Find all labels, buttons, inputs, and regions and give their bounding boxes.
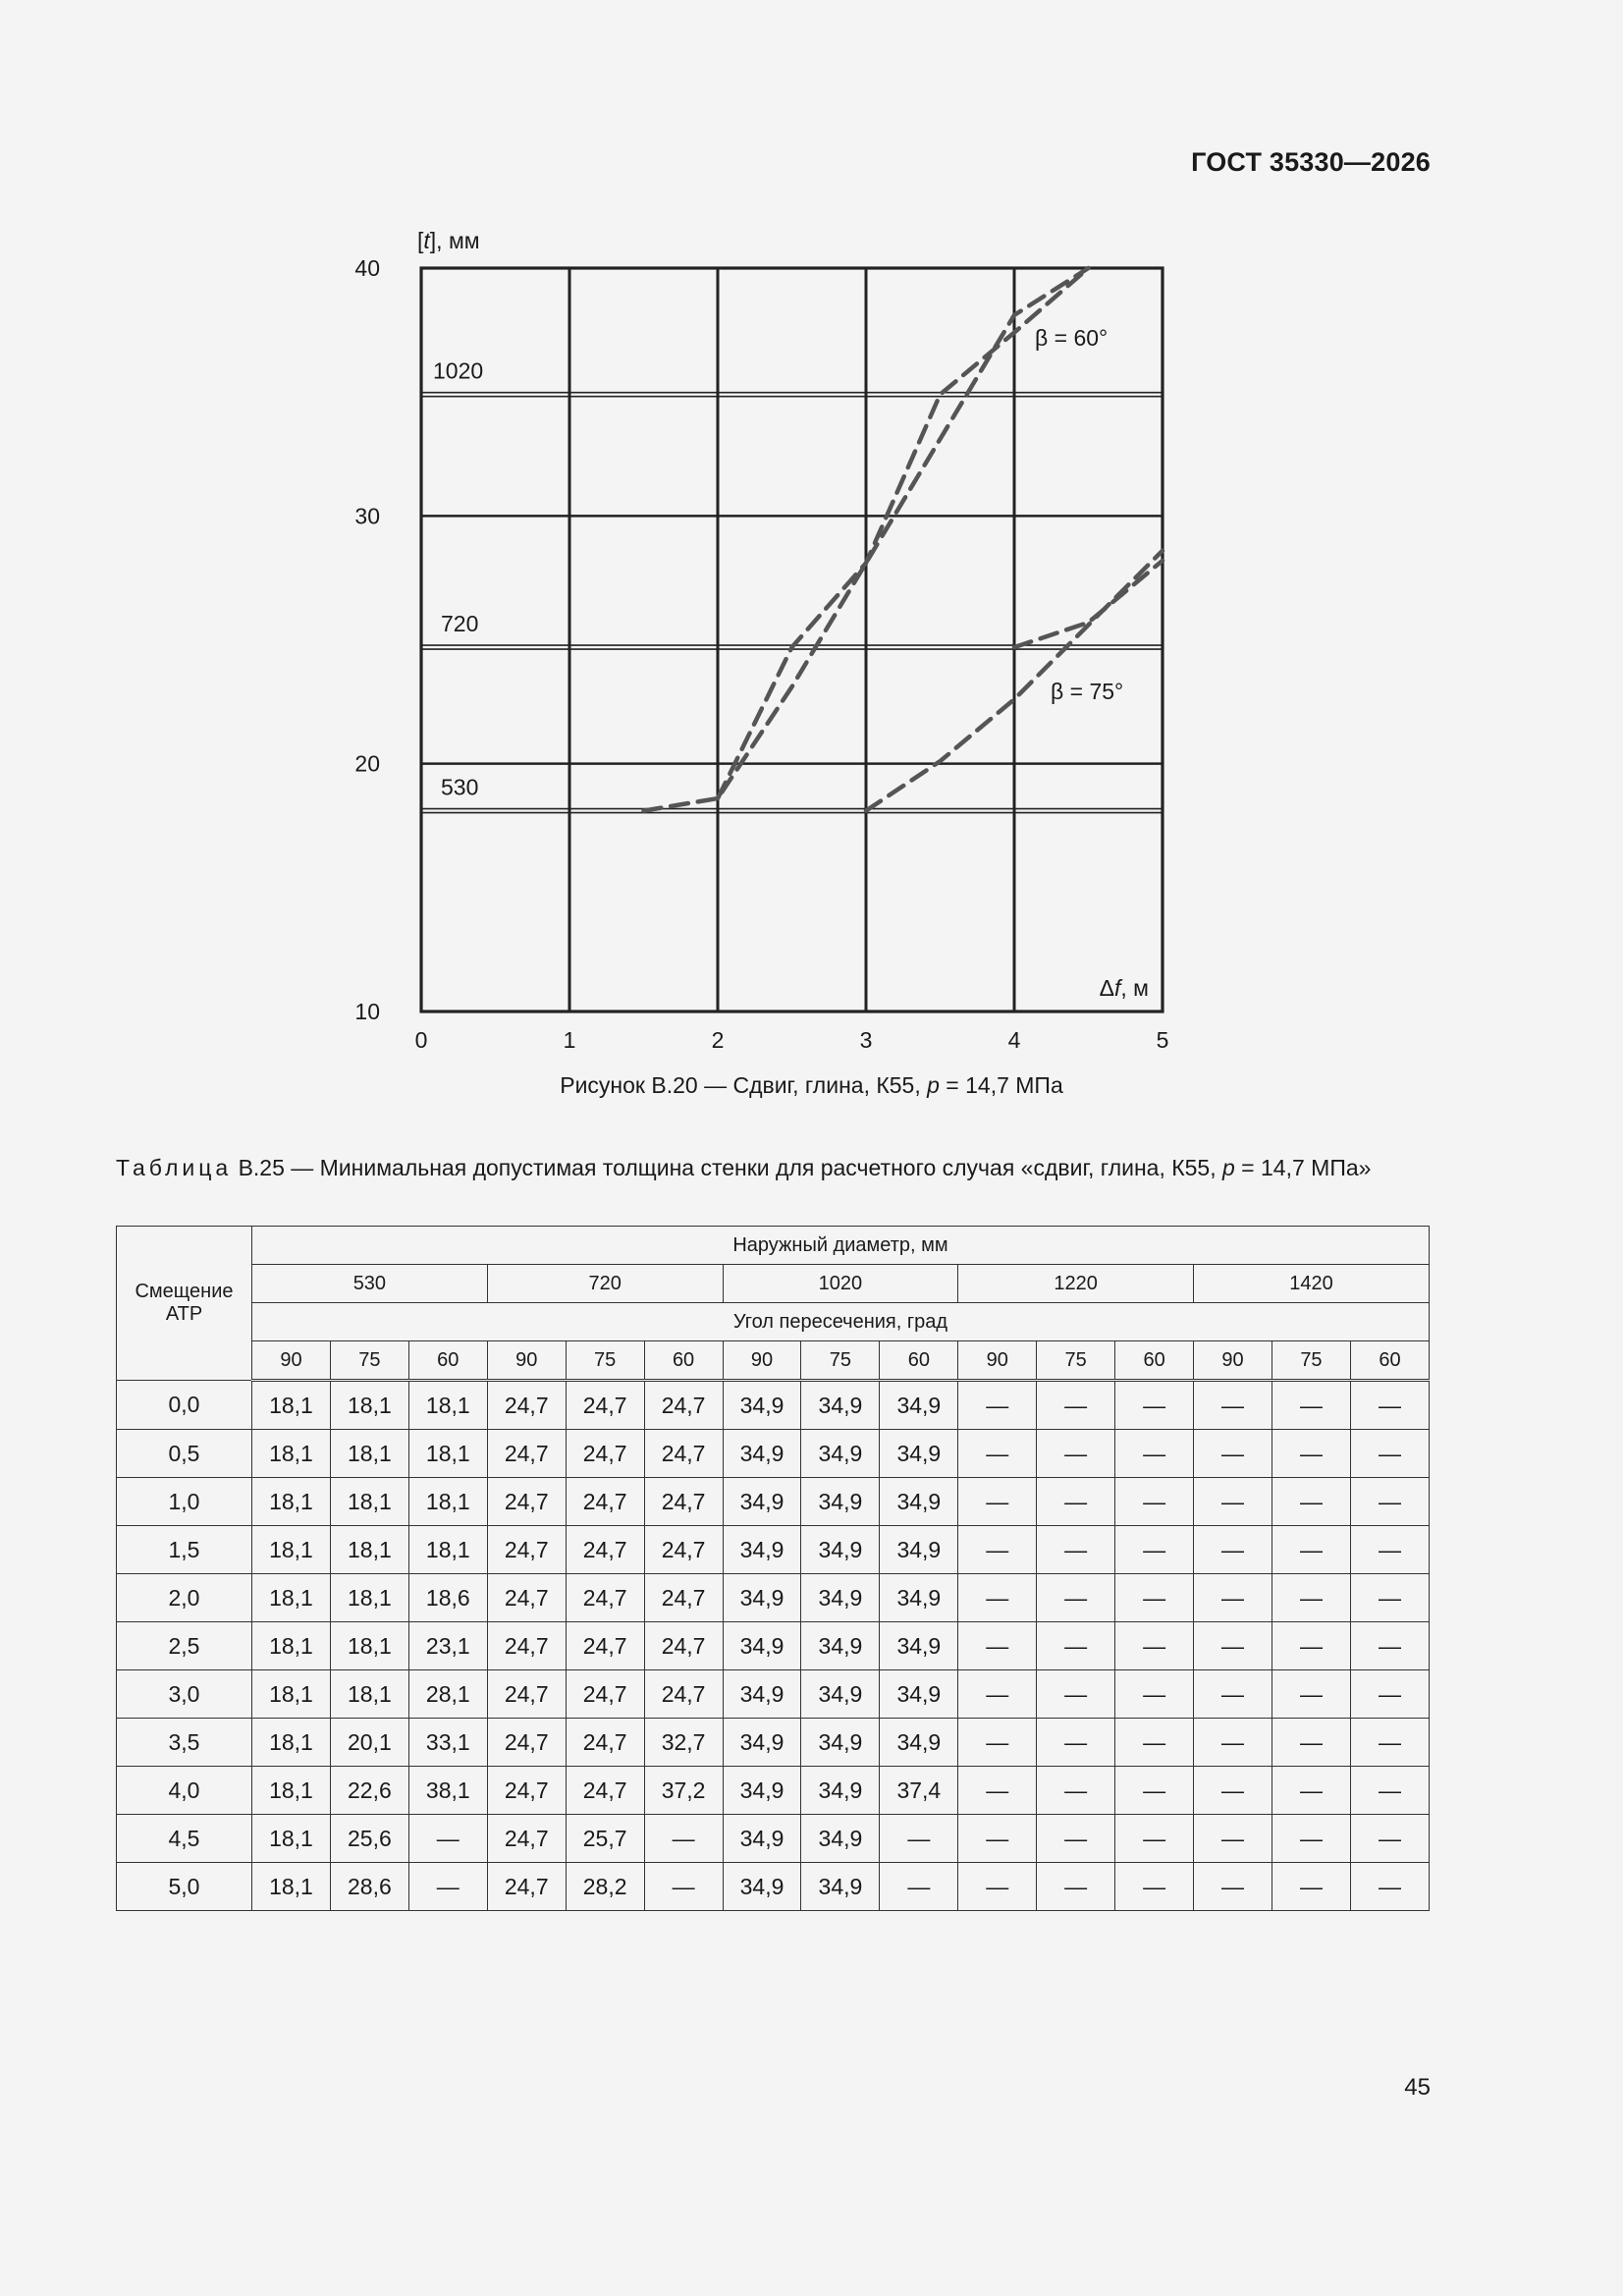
offset-cell: 4,0 [117, 1767, 252, 1815]
value-cell: 18,1 [408, 1381, 487, 1430]
diameter-level-label: 1020 [433, 357, 484, 384]
value-cell: — [1271, 1815, 1350, 1863]
value-cell: — [1037, 1670, 1115, 1719]
value-cell: 34,9 [880, 1574, 958, 1622]
diameter-level-label: 720 [441, 611, 479, 637]
angle-header: 90 [487, 1341, 566, 1381]
offset-cell: 1,5 [117, 1526, 252, 1574]
value-cell: 24,7 [566, 1574, 644, 1622]
value-cell: — [1271, 1719, 1350, 1767]
value-cell: 37,4 [880, 1767, 958, 1815]
value-cell: — [958, 1767, 1037, 1815]
value-cell: 34,9 [880, 1381, 958, 1430]
value-cell: 18,1 [252, 1574, 331, 1622]
value-cell: — [1037, 1863, 1115, 1911]
value-cell: 34,9 [880, 1526, 958, 1574]
value-cell: 18,1 [252, 1719, 331, 1767]
offset-cell: 0,5 [117, 1430, 252, 1478]
diameter-header: 720 [487, 1265, 723, 1303]
diameter-header: 1420 [1194, 1265, 1430, 1303]
value-cell: 20,1 [330, 1719, 408, 1767]
value-cell: — [1350, 1767, 1429, 1815]
table-row [117, 1719, 1430, 1767]
diameter-header: 530 [252, 1265, 488, 1303]
value-cell: — [1115, 1767, 1194, 1815]
value-cell: 18,1 [330, 1381, 408, 1430]
value-cell: 34,9 [723, 1767, 801, 1815]
value-cell: — [1194, 1815, 1272, 1863]
value-cell: 18,1 [330, 1478, 408, 1526]
value-cell: — [1350, 1574, 1429, 1622]
value-cell: 34,9 [723, 1622, 801, 1670]
value-cell: 24,7 [487, 1670, 566, 1719]
value-cell: — [958, 1863, 1037, 1911]
value-cell: — [1115, 1863, 1194, 1911]
angle-header: 60 [644, 1341, 723, 1381]
value-cell: — [1194, 1719, 1272, 1767]
value-cell: 18,1 [252, 1670, 331, 1719]
value-cell: 28,6 [330, 1863, 408, 1911]
value-cell: 34,9 [723, 1719, 801, 1767]
value-cell: — [880, 1863, 958, 1911]
figure-caption [0, 1072, 1623, 1099]
value-cell: 34,9 [801, 1381, 880, 1430]
value-cell: — [1037, 1381, 1115, 1430]
series-line [718, 268, 1089, 798]
value-cell: 33,1 [408, 1719, 487, 1767]
table-row [117, 1622, 1430, 1670]
value-cell: 32,7 [644, 1719, 723, 1767]
value-cell: 24,7 [487, 1719, 566, 1767]
value-cell: 34,9 [801, 1863, 880, 1911]
value-cell: 18,1 [330, 1526, 408, 1574]
value-cell: 18,1 [252, 1381, 331, 1430]
value-cell: 38,1 [408, 1767, 487, 1815]
table-row [117, 1815, 1430, 1863]
angle-group-header: Угол пересечения, град [252, 1303, 1430, 1341]
value-cell: 18,1 [330, 1622, 408, 1670]
x-axis-label-unit: , м [1120, 975, 1149, 1001]
value-cell: — [1271, 1574, 1350, 1622]
value-cell: 24,7 [487, 1622, 566, 1670]
value-cell: 28,1 [408, 1670, 487, 1719]
figure-caption-prefix: Рисунок В.20 — Сдвиг, глина, К55, [560, 1072, 928, 1098]
value-cell: 18,1 [330, 1574, 408, 1622]
angle-header: 60 [1350, 1341, 1429, 1381]
x-axis-label-var: f [1114, 975, 1121, 1001]
angle-header: 75 [1271, 1341, 1350, 1381]
table-title-var: p [1222, 1155, 1235, 1180]
value-cell: 34,9 [723, 1815, 801, 1863]
value-cell: — [644, 1815, 723, 1863]
value-cell: 18,1 [330, 1430, 408, 1478]
value-cell: 34,9 [801, 1815, 880, 1863]
row-header: Смещение АТР [117, 1227, 252, 1381]
y-axis-label-var: t [423, 228, 430, 253]
value-cell: — [1194, 1863, 1272, 1911]
x-tick-label: 5 [1156, 1027, 1169, 1053]
value-cell: 18,1 [252, 1526, 331, 1574]
value-cell: — [1115, 1478, 1194, 1526]
x-tick-label: 0 [414, 1027, 428, 1053]
value-cell: 34,9 [880, 1478, 958, 1526]
value-cell: 34,9 [723, 1574, 801, 1622]
x-tick-label: 1 [563, 1027, 576, 1053]
value-cell: — [1037, 1430, 1115, 1478]
value-cell: — [1037, 1478, 1115, 1526]
value-cell: — [1194, 1478, 1272, 1526]
value-cell: 24,7 [644, 1670, 723, 1719]
value-cell: 18,1 [252, 1622, 331, 1670]
value-cell: — [1037, 1815, 1115, 1863]
diameter-group-header: Наружный диаметр, мм [252, 1227, 1430, 1265]
beta-60-annotation: β = 60° [1035, 325, 1109, 351]
x-axis-label-delta: Δ [1099, 975, 1115, 1001]
value-cell: 37,2 [644, 1767, 723, 1815]
value-cell: — [1194, 1670, 1272, 1719]
table-row [117, 1526, 1430, 1574]
value-cell: — [880, 1815, 958, 1863]
value-cell: 24,7 [487, 1526, 566, 1574]
value-cell: 34,9 [723, 1863, 801, 1911]
value-cell: — [958, 1574, 1037, 1622]
value-cell: — [1194, 1430, 1272, 1478]
value-cell: — [1194, 1526, 1272, 1574]
value-cell: 24,7 [566, 1526, 644, 1574]
table-row [117, 1430, 1430, 1478]
value-cell: 24,7 [566, 1430, 644, 1478]
value-cell: 34,9 [723, 1670, 801, 1719]
angle-header: 60 [408, 1341, 487, 1381]
value-cell: 24,7 [487, 1574, 566, 1622]
value-cell: — [1037, 1719, 1115, 1767]
value-cell: 18,1 [252, 1767, 331, 1815]
value-cell: — [1350, 1815, 1429, 1863]
offset-cell: 3,0 [117, 1670, 252, 1719]
table-title [116, 1154, 1430, 1181]
value-cell: 18,1 [408, 1478, 487, 1526]
value-cell: 28,2 [566, 1863, 644, 1911]
y-axis-label [417, 228, 480, 253]
value-cell: — [1194, 1381, 1272, 1430]
value-cell: 34,9 [723, 1381, 801, 1430]
value-cell: — [1271, 1381, 1350, 1430]
document-code: ГОСТ 35330—2026 [1191, 147, 1431, 177]
value-cell: 34,9 [880, 1430, 958, 1478]
angle-header: 75 [801, 1341, 880, 1381]
y-tick-label: 40 [354, 255, 380, 281]
value-cell: — [1350, 1430, 1429, 1478]
offset-cell: 2,5 [117, 1622, 252, 1670]
x-axis-label [1100, 975, 1149, 1001]
value-cell: — [1350, 1670, 1429, 1719]
value-cell: — [1271, 1430, 1350, 1478]
value-cell: — [1037, 1767, 1115, 1815]
table-row [117, 1478, 1430, 1526]
value-cell: 34,9 [801, 1574, 880, 1622]
value-cell: 24,7 [566, 1719, 644, 1767]
value-cell: 34,9 [801, 1430, 880, 1478]
value-cell: 34,9 [801, 1767, 880, 1815]
value-cell: 24,7 [487, 1815, 566, 1863]
value-cell: — [1037, 1622, 1115, 1670]
value-cell: 22,6 [330, 1767, 408, 1815]
value-cell: 24,7 [644, 1478, 723, 1526]
value-cell: 18,1 [252, 1478, 331, 1526]
value-cell: — [1271, 1526, 1350, 1574]
value-cell: 34,9 [723, 1478, 801, 1526]
value-cell: 24,7 [487, 1478, 566, 1526]
diameter-level-label: 530 [441, 774, 479, 800]
value-cell: 24,7 [487, 1863, 566, 1911]
value-cell: 18,1 [252, 1815, 331, 1863]
value-cell: — [1350, 1478, 1429, 1526]
value-cell: 24,7 [644, 1622, 723, 1670]
value-cell: — [1194, 1767, 1272, 1815]
offset-cell: 2,0 [117, 1574, 252, 1622]
value-cell: 25,7 [566, 1815, 644, 1863]
value-cell: — [958, 1815, 1037, 1863]
value-cell: 24,7 [644, 1574, 723, 1622]
value-cell: — [1037, 1526, 1115, 1574]
value-cell: — [1271, 1767, 1350, 1815]
page-number: 45 [1404, 2074, 1431, 2101]
table-row [117, 1670, 1430, 1719]
value-cell: 24,7 [644, 1381, 723, 1430]
value-cell: 24,7 [487, 1767, 566, 1815]
value-cell: 18,1 [408, 1430, 487, 1478]
thickness-table [116, 1226, 1430, 1911]
value-cell: — [1194, 1622, 1272, 1670]
value-cell: 34,9 [801, 1670, 880, 1719]
value-cell: 18,1 [252, 1430, 331, 1478]
beta-75-annotation: β = 75° [1051, 679, 1124, 704]
value-cell: 34,9 [801, 1622, 880, 1670]
value-cell: 34,9 [880, 1622, 958, 1670]
value-cell: 18,1 [408, 1526, 487, 1574]
angle-header: 75 [566, 1341, 644, 1381]
offset-cell: 1,0 [117, 1478, 252, 1526]
value-cell: — [1037, 1574, 1115, 1622]
value-cell: — [1350, 1719, 1429, 1767]
figure-caption-suffix: = 14,7 МПа [939, 1072, 1063, 1098]
table-row [117, 1767, 1430, 1815]
angle-header: 60 [880, 1341, 958, 1381]
offset-cell: 0,0 [117, 1381, 252, 1430]
value-cell: 18,6 [408, 1574, 487, 1622]
value-cell: 25,6 [330, 1815, 408, 1863]
value-cell: — [1115, 1526, 1194, 1574]
value-cell: 24,7 [644, 1526, 723, 1574]
value-cell: 24,7 [487, 1381, 566, 1430]
value-cell: — [1350, 1622, 1429, 1670]
angle-header: 90 [252, 1341, 331, 1381]
value-cell: — [1115, 1719, 1194, 1767]
plot-frame [421, 268, 1163, 1011]
value-cell: — [1350, 1863, 1429, 1911]
value-cell: 23,1 [408, 1622, 487, 1670]
value-cell: — [1194, 1574, 1272, 1622]
angle-header: 75 [330, 1341, 408, 1381]
value-cell: — [1271, 1478, 1350, 1526]
angle-header: 60 [1115, 1341, 1194, 1381]
x-tick-label: 3 [859, 1027, 873, 1053]
diameter-header: 1220 [958, 1265, 1194, 1303]
table-row [117, 1381, 1430, 1430]
value-cell: — [958, 1430, 1037, 1478]
value-cell: 34,9 [880, 1719, 958, 1767]
value-cell: 34,9 [801, 1719, 880, 1767]
value-cell: — [408, 1815, 487, 1863]
value-cell: 24,7 [566, 1381, 644, 1430]
value-cell: 34,9 [723, 1526, 801, 1574]
value-cell: — [408, 1863, 487, 1911]
value-cell: 24,7 [644, 1430, 723, 1478]
value-cell: — [1115, 1670, 1194, 1719]
y-axis-label-open: [ [417, 228, 424, 253]
value-cell: 24,7 [566, 1622, 644, 1670]
value-cell: — [958, 1381, 1037, 1430]
angle-header: 90 [1194, 1341, 1272, 1381]
value-cell: — [1115, 1430, 1194, 1478]
value-cell: — [1115, 1622, 1194, 1670]
value-cell: — [644, 1863, 723, 1911]
value-cell: 24,7 [566, 1767, 644, 1815]
y-axis-label-close: ], мм [429, 228, 480, 253]
value-cell: 34,9 [801, 1478, 880, 1526]
angle-header: 90 [958, 1341, 1037, 1381]
value-cell: 18,1 [330, 1670, 408, 1719]
y-tick-label: 10 [354, 999, 380, 1024]
value-cell: — [1350, 1381, 1429, 1430]
value-cell: 34,9 [723, 1430, 801, 1478]
x-tick-label: 2 [711, 1027, 725, 1053]
value-cell: 24,7 [487, 1430, 566, 1478]
value-cell: — [1271, 1670, 1350, 1719]
offset-cell: 3,5 [117, 1719, 252, 1767]
value-cell: — [958, 1719, 1037, 1767]
value-cell: — [1350, 1526, 1429, 1574]
table-title-suffix: = 14,7 МПа» [1234, 1155, 1372, 1180]
value-cell: — [1115, 1574, 1194, 1622]
thickness-chart [0, 0, 1623, 1061]
angle-header: 75 [1037, 1341, 1115, 1381]
y-tick-label: 20 [354, 750, 380, 777]
value-cell: — [958, 1478, 1037, 1526]
value-cell: 34,9 [801, 1526, 880, 1574]
offset-cell: 4,5 [117, 1815, 252, 1863]
diameter-header: 1020 [723, 1265, 958, 1303]
value-cell: — [1115, 1381, 1194, 1430]
value-cell: — [1271, 1863, 1350, 1911]
angle-header: 90 [723, 1341, 801, 1381]
table-title-label: Таблица [116, 1155, 233, 1180]
offset-cell: 5,0 [117, 1863, 252, 1911]
value-cell: — [958, 1670, 1037, 1719]
value-cell: 18,1 [252, 1863, 331, 1911]
figure-caption-var: p [927, 1072, 940, 1098]
value-cell: — [958, 1622, 1037, 1670]
y-tick-label: 30 [354, 503, 380, 529]
value-cell: 24,7 [566, 1478, 644, 1526]
value-cell: 34,9 [880, 1670, 958, 1719]
x-tick-label: 4 [1007, 1027, 1021, 1053]
table-row [117, 1574, 1430, 1622]
table-row [117, 1863, 1430, 1911]
value-cell: — [958, 1526, 1037, 1574]
value-cell: 24,7 [566, 1670, 644, 1719]
table-title-text: В.25 — Минимальная допустимая толщина стенки для расчетного случая «сдвиг, глина, К55, [232, 1155, 1222, 1180]
value-cell: — [1271, 1622, 1350, 1670]
value-cell: — [1115, 1815, 1194, 1863]
